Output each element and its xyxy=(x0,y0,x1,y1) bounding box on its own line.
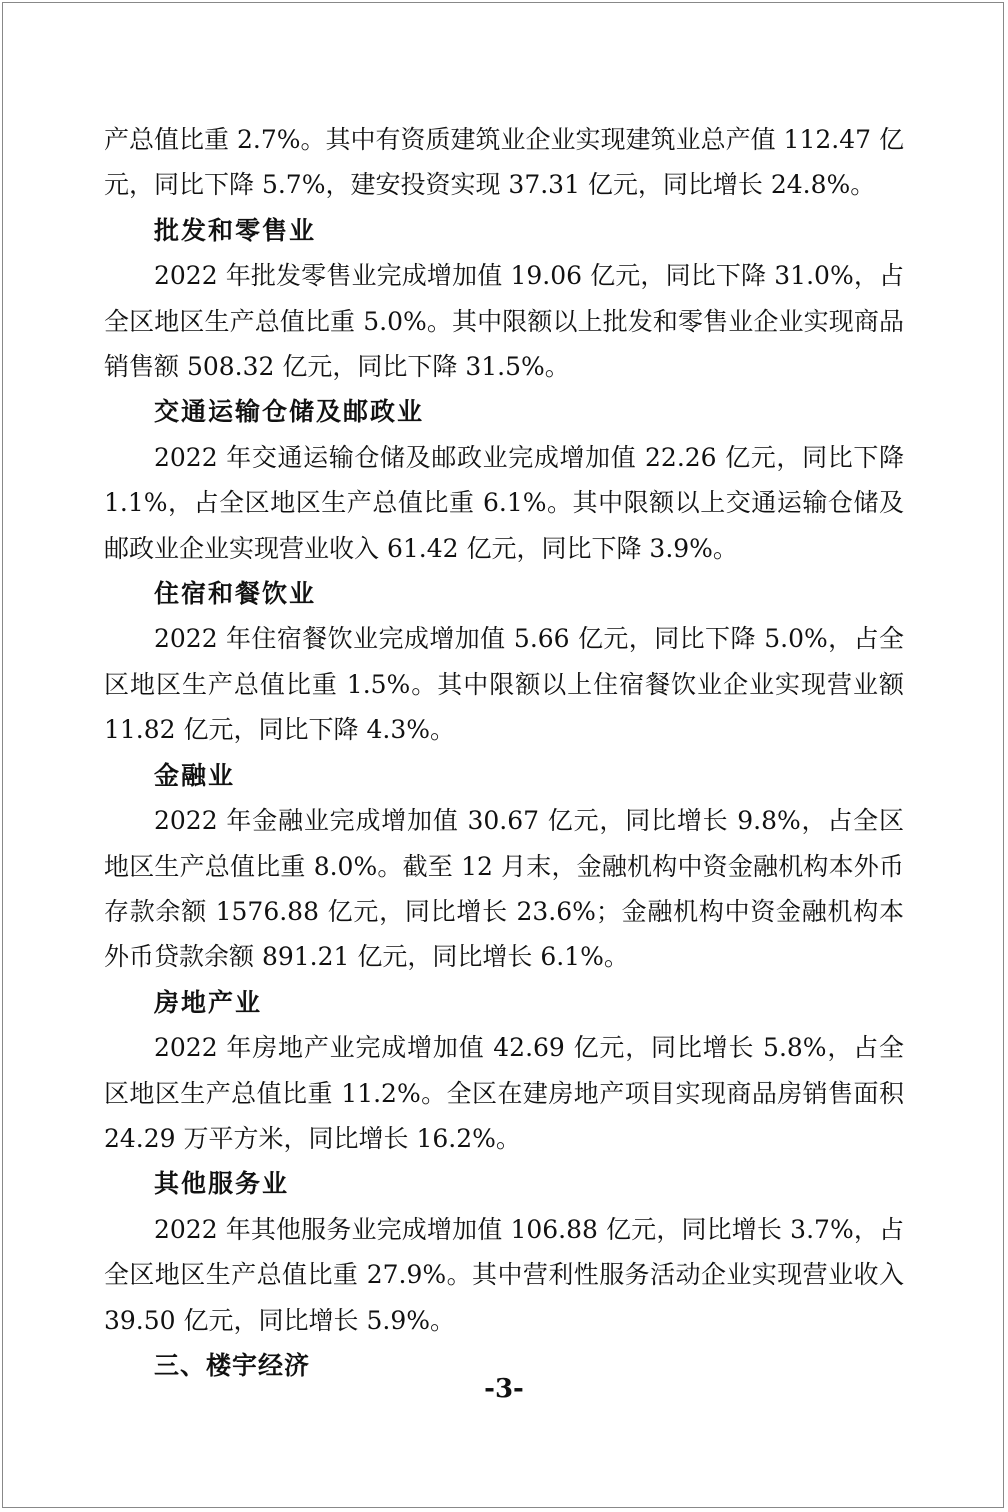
heading-accommodation-catering: 住宿和餐饮业 xyxy=(154,579,317,609)
paragraph-accommodation-catering: 2022 年住宿餐饮业完成增加值 5.66 亿元，同比下降 5.0%，占全区地区生产总值比重 1.5%。其中限额以上住宿餐饮业企业实现营业额 11.82 亿元，同比下降 4.3%。 xyxy=(104,624,904,745)
heading-wholesale-retail: 批发和零售业 xyxy=(154,215,317,245)
document-body xyxy=(104,117,904,1388)
page-number: -3- xyxy=(484,1374,524,1404)
paragraph-construction-tail: 产总值比重 2.7%。其中有资质建筑业企业实现建筑业总产值 112.47 亿元，同比下降 5.7%，建安投资实现 37.31 亿元，同比增长 24.8%。 xyxy=(104,125,904,200)
heading-other-services: 其他服务业 xyxy=(154,1169,290,1199)
section-title-building-economy: 三、楼宇经济 xyxy=(154,1350,311,1380)
paragraph-finance: 2022 年金融业完成增加值 30.67 亿元，同比增长 9.8%，占全区地区生产总值比重 8.0%。截至 12 月末，金融机构中资金融机构本外币存款余额 1576.88 亿元，同比增长 23.6%；金融机构中资金融机构本外币贷款余额 891.21 亿元，同比增长 6.1%。 xyxy=(104,806,904,972)
heading-transport-storage-postal: 交通运输仓储及邮政业 xyxy=(154,397,425,427)
heading-finance: 金融业 xyxy=(154,760,236,790)
paragraph-wholesale-retail: 2022 年批发零售业完成增加值 19.06 亿元，同比下降 31.0%，占全区地区生产总值比重 5.0%。其中限额以上批发和零售业企业实现商品销售额 508.32 亿元，同比下降 31.5%。 xyxy=(104,261,904,382)
heading-real-estate: 房地产业 xyxy=(154,987,263,1017)
paragraph-transport-storage-postal: 2022 年交通运输仓储及邮政业完成增加值 22.26 亿元，同比下降 1.1%，占全区地区生产总值比重 6.1%。其中限额以上交通运输仓储及邮政业企业实现营业收入 61.42 亿元，同比下降 3.9%。 xyxy=(104,442,904,563)
paragraph-other-services: 2022 年其他服务业完成增加值 106.88 亿元，同比增长 3.7%，占全区地区生产总值比重 27.9%。其中营利性服务活动企业实现营业收入 39.50 亿元，同比增长 5.9%。 xyxy=(104,1214,904,1335)
paragraph-real-estate: 2022 年房地产业完成增加值 42.69 亿元，同比增长 5.8%，占全区地区生产总值比重 11.2%。全区在建房地产项目实现商品房销售面积 24.29 万平方米，同比增长 16.2%。 xyxy=(104,1033,904,1153)
